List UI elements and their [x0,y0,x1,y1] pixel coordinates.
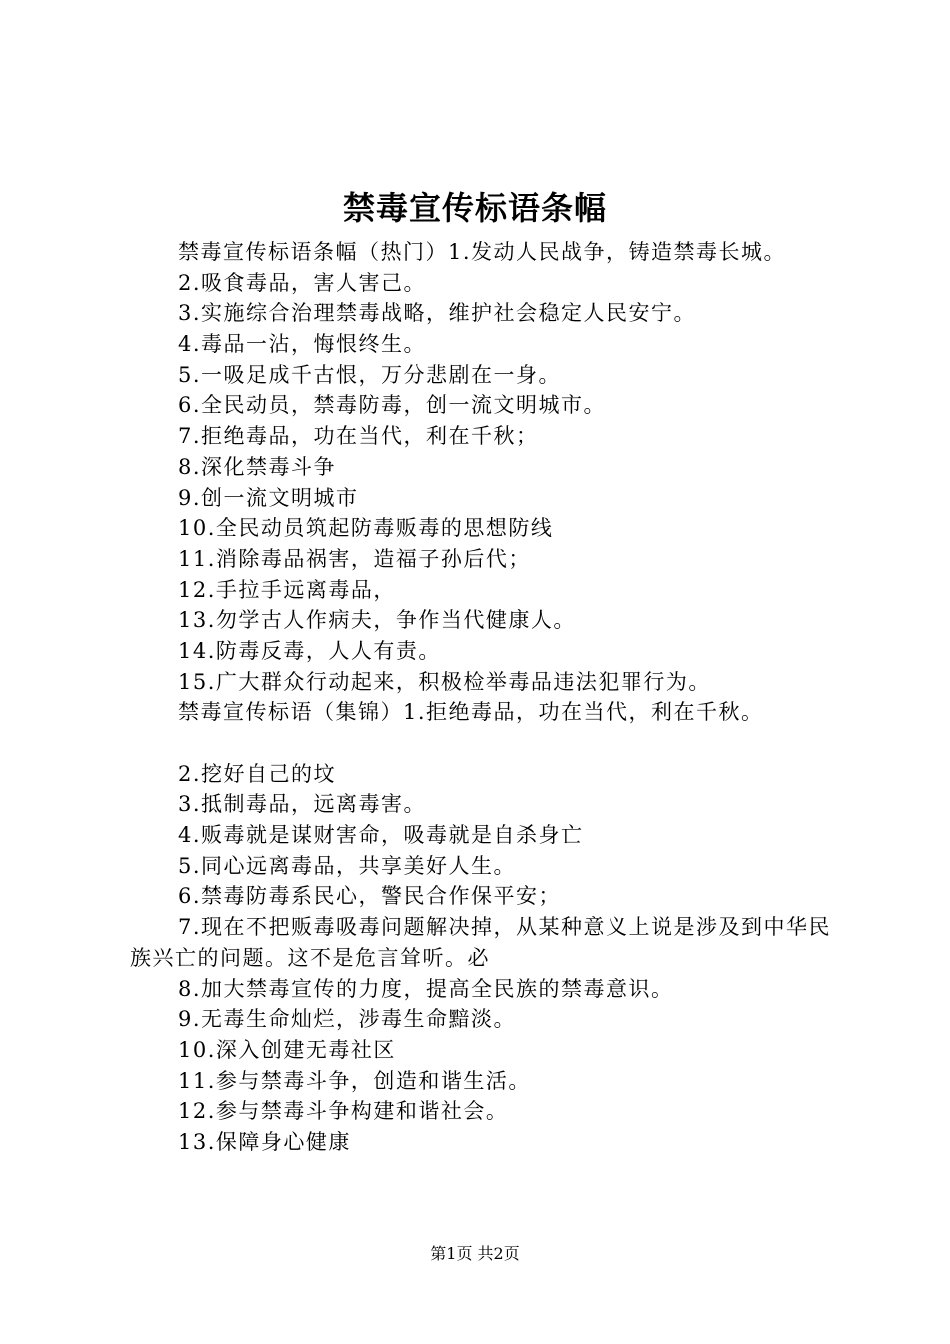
section2-item-6: 6.禁毒防毒系民心，警民合作保平安； [178,884,562,909]
section1-item-12: 12.手拉手远离毒品， [178,577,396,602]
section1-item-11: 11.消除毒品祸害，造福子孙后代； [178,546,531,571]
section2-item-11: 11.参与禁毒斗争，创造和谐生活。 [178,1068,531,1093]
section1-item-9: 9.创一流文明城市 [178,485,359,510]
section1-item-10: 10.全民动员筑起防毒贩毒的思想防线 [178,516,554,541]
section2-item-13: 13.保障身心健康 [178,1129,351,1154]
section2-item-3: 3.抵制毒品，远离毒害。 [178,792,427,817]
section1-item-15: 15.广大群众行动起来，积极检举毒品违法犯罪行为。 [178,669,711,694]
section1-item-2: 2.吸食毒品，害人害己。 [178,270,427,295]
section2-item-10: 10.深入创建无毒社区 [178,1037,396,1062]
section2-item-2: 2.挖好自己的坟 [178,761,337,786]
section1-intro: 禁毒宣传标语条幅（热门）1.发动人民战争，铸造禁毒长城。 [178,240,787,264]
section2-item-8: 8.加大禁毒宣传的力度，提高全民族的禁毒意识。 [178,976,674,1001]
section2-item-12: 12.参与禁毒斗争构建和谐社会。 [178,1099,509,1124]
section2-item-9: 9.无毒生命灿烂，涉毒生命黯淡。 [178,1007,517,1032]
section1-item-13: 13.勿学古人作病夫，争作当代健康人。 [178,608,576,633]
section1-item-5: 5.一吸足成千古恨，万分悲剧在一身。 [178,362,562,387]
section1-item-8: 8.深化禁毒斗争 [178,454,337,479]
section1-item-6: 6.全民动员，禁毒防毒，创一流文明城市。 [178,393,607,418]
document-title: 禁毒宣传标语条幅 [342,189,607,227]
section1-item-14: 14.防毒反毒，人人有责。 [178,638,441,663]
section1-item-3: 3.实施综合治理禁毒战略，维护社会稳定人民安宁。 [178,301,697,326]
page-footer: 第1页 共2页 [430,1244,520,1263]
section2-intro: 禁毒宣传标语（集锦）1.拒绝毒品，功在当代，利在千秋。 [178,700,764,725]
section2-item-7: 7.现在不把贩毒吸毒问题解决掉，从某种意义上说是涉及到中华民族兴亡的问题。这不是危言耸听。必 [130,915,832,970]
section2-item-5: 5.同心远离毒品，共享美好人生。 [178,853,517,878]
blank-line [130,728,845,759]
document-body [130,237,845,1158]
section1-item-4: 4.毒品一沾，悔恨终生。 [178,332,427,357]
section1-item-7: 7.拒绝毒品，功在当代，利在千秋； [178,424,539,449]
section2-item-4: 4.贩毒就是谋财害命，吸毒就是自杀身亡 [178,823,584,848]
